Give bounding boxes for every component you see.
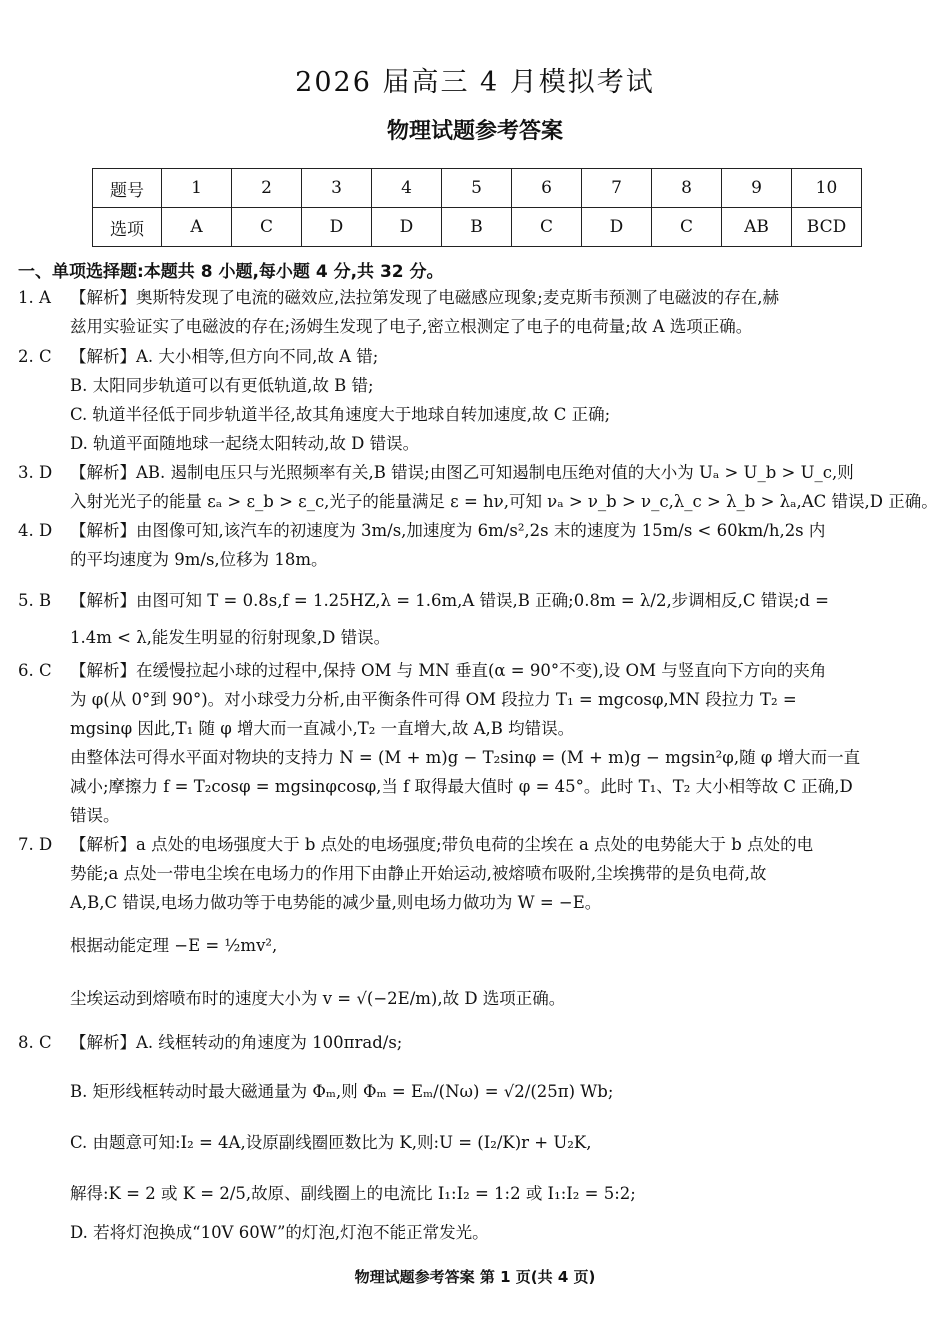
table-cell: BCD	[792, 208, 862, 247]
answer-line: B. 太阳同步轨道可以有更低轨道,故 B 错;	[70, 376, 374, 395]
answer-line: 【解析】由图像可知,该汽车的初速度为 3m/s,加速度为 6m/s²,2s 末的速度为 15m/s < 60km/h,2s 内	[70, 521, 826, 540]
answer-line: 尘埃运动到熔喷布时的速度大小为 v = √(−2E/m),故 D 选项正确。	[70, 989, 566, 1008]
table-cell: C	[232, 208, 302, 247]
answer-line: 由整体法可得水平面对物块的支持力 N = (M + m)g − T₂sinφ = (M + m)g − mgsin²φ,随 φ 增大而一直	[70, 748, 861, 767]
answer-line: 【解析】由图可知 T = 0.8s,f = 1.25HZ,λ = 1.6m,A 错误,B 正确;0.8m = λ/2,步调相反,C 错误;d =	[70, 591, 829, 610]
answer-line: 兹用实验证实了电磁波的存在;汤姆生发现了电子,密立根测定了电子的电荷量;故 A 选项正确。	[70, 317, 753, 336]
table-row-numbers	[93, 169, 862, 208]
table-header-number: 题号	[93, 169, 162, 208]
answer-line: 根据动能定理 −E = ½mv²,	[70, 936, 278, 955]
answer-line: 【解析】奥斯特发现了电流的磁效应,法拉第发现了电磁感应现象;麦克斯韦预测了电磁波的存在,赫	[70, 288, 780, 307]
table-cell: 2	[232, 169, 302, 208]
answer-line: 【解析】在缓慢拉起小球的过程中,保持 OM 与 MN 垂直(α = 90°不变),设 OM 与竖直向下方向的夹角	[70, 661, 827, 680]
question-number: 3. D	[18, 463, 53, 482]
answer-line: B. 矩形线框转动时最大磁通量为 Φₘ,则 Φₘ = Eₘ/(Nω) = √2/(25π) Wb;	[70, 1082, 614, 1101]
table-cell: 10	[792, 169, 862, 208]
question-1	[18, 283, 934, 341]
table-cell: D	[582, 208, 652, 247]
question-number: 5. B	[18, 591, 52, 610]
table-cell: 3	[302, 169, 372, 208]
question-number: 8. C	[18, 1033, 52, 1052]
answer-line: mgsinφ 因此,T₁ 随 φ 增大而一直减小,T₂ 一直增大,故 A,B 均错误。	[70, 719, 575, 738]
question-number: 6. C	[18, 661, 52, 680]
answer-line: 【解析】A. 大小相等,但方向不同,故 A 错;	[70, 347, 379, 366]
table-cell: 1	[162, 169, 232, 208]
table-cell: 7	[582, 169, 652, 208]
page-subtitle: 物理试题参考答案	[386, 119, 563, 144]
page-footer: 物理试题参考答案 第 1 页(共 4 页)	[354, 1268, 596, 1286]
table-cell: B	[442, 208, 512, 247]
question-7	[18, 830, 934, 1013]
table-cell: D	[372, 208, 442, 247]
answer-line: 解得:K = 2 或 K = 2/5,故原、副线圈上的电流比 I₁:I₂ = 1:2 或 I₁:I₂ = 5:2;	[70, 1184, 636, 1203]
table-header-option: 选项	[93, 208, 162, 247]
question-2	[18, 342, 934, 458]
table-row-answers	[93, 208, 862, 247]
question-4	[18, 516, 934, 574]
table-cell: A	[162, 208, 232, 247]
question-number: 1. A	[18, 288, 51, 307]
question-number: 4. D	[18, 521, 53, 540]
answer-line: D. 若将灯泡换成“10V 60W”的灯泡,灯泡不能正常发光。	[70, 1223, 489, 1242]
question-3	[18, 458, 938, 516]
answer-line: C. 由题意可知:I₂ = 4A,设原副线圈匝数比为 K,则:U = (I₂/K)r + U₂K,	[70, 1133, 592, 1152]
table-cell: 6	[512, 169, 582, 208]
question-5	[18, 586, 934, 652]
table-cell: C	[512, 208, 582, 247]
question-number: 2. C	[18, 347, 52, 366]
answer-line: A,B,C 错误,电场力做功等于电势能的减少量,则电场力做功为 W = −E。	[70, 893, 602, 912]
answer-line: 的平均速度为 9m/s,位移为 18m。	[70, 550, 328, 569]
table-cell: 9	[722, 169, 792, 208]
answer-line: 【解析】AB. 遏制电压只与光照频率有关,B 错误;由图乙可知遏制电压绝对值的大小为 Uₐ > U_b > U_c,则	[70, 463, 854, 482]
answer-line: 减小;摩擦力 f = T₂cosφ = mgsinφcosφ,当 f 取得最大值时 φ = 45°。此时 T₁、T₂ 大小相等故 C 正确,D	[70, 777, 853, 796]
answer-line: 入射光光子的能量 εₐ > ε_b > ε_c,光子的能量满足 ε = hν,可知 νₐ > ν_b > ν_c,λ_c > λ_b > λₐ,AC 错误,D 正确。	[70, 492, 938, 511]
answer-line: 【解析】a 点处的电场强度大于 b 点处的电场强度;带负电荷的尘埃在 a 点处的电势能大于 b 点处的电	[70, 835, 814, 854]
answer-line: 【解析】A. 线框转动的角速度为 100πrad/s;	[70, 1033, 403, 1052]
table-cell: D	[302, 208, 372, 247]
table-cell: 8	[652, 169, 722, 208]
answer-line: 错误。	[70, 806, 120, 825]
table-cell: C	[652, 208, 722, 247]
page-title: 2026 届高三 4 月模拟考试	[295, 67, 655, 98]
table-cell: 5	[442, 169, 512, 208]
table-cell: AB	[722, 208, 792, 247]
question-8	[18, 1028, 934, 1247]
answer-line: 为 φ(从 0°到 90°)。对小球受力分析,由平衡条件可得 OM 段拉力 T₁ = mgcosφ,MN 段拉力 T₂ =	[70, 690, 797, 709]
answer-table	[92, 168, 862, 247]
answer-line: 势能;a 点处一带电尘埃在电场力的作用下由静止开始运动,被熔喷布吸附,尘埃携带的是负电荷,故	[70, 864, 767, 883]
question-6	[18, 656, 934, 830]
answer-line: C. 轨道半径低于同步轨道半径,故其角速度大于地球自转加速度,故 C 正确;	[70, 405, 611, 424]
question-number: 7. D	[18, 835, 53, 854]
section-heading: 一、单项选择题:本题共 8 小题,每小题 4 分,共 32 分。	[18, 262, 444, 282]
answer-line: D. 轨道平面随地球一起绕太阳转动,故 D 错误。	[70, 434, 420, 453]
answer-line: 1.4m < λ,能发生明显的衍射现象,D 错误。	[70, 628, 391, 647]
table-cell: 4	[372, 169, 442, 208]
